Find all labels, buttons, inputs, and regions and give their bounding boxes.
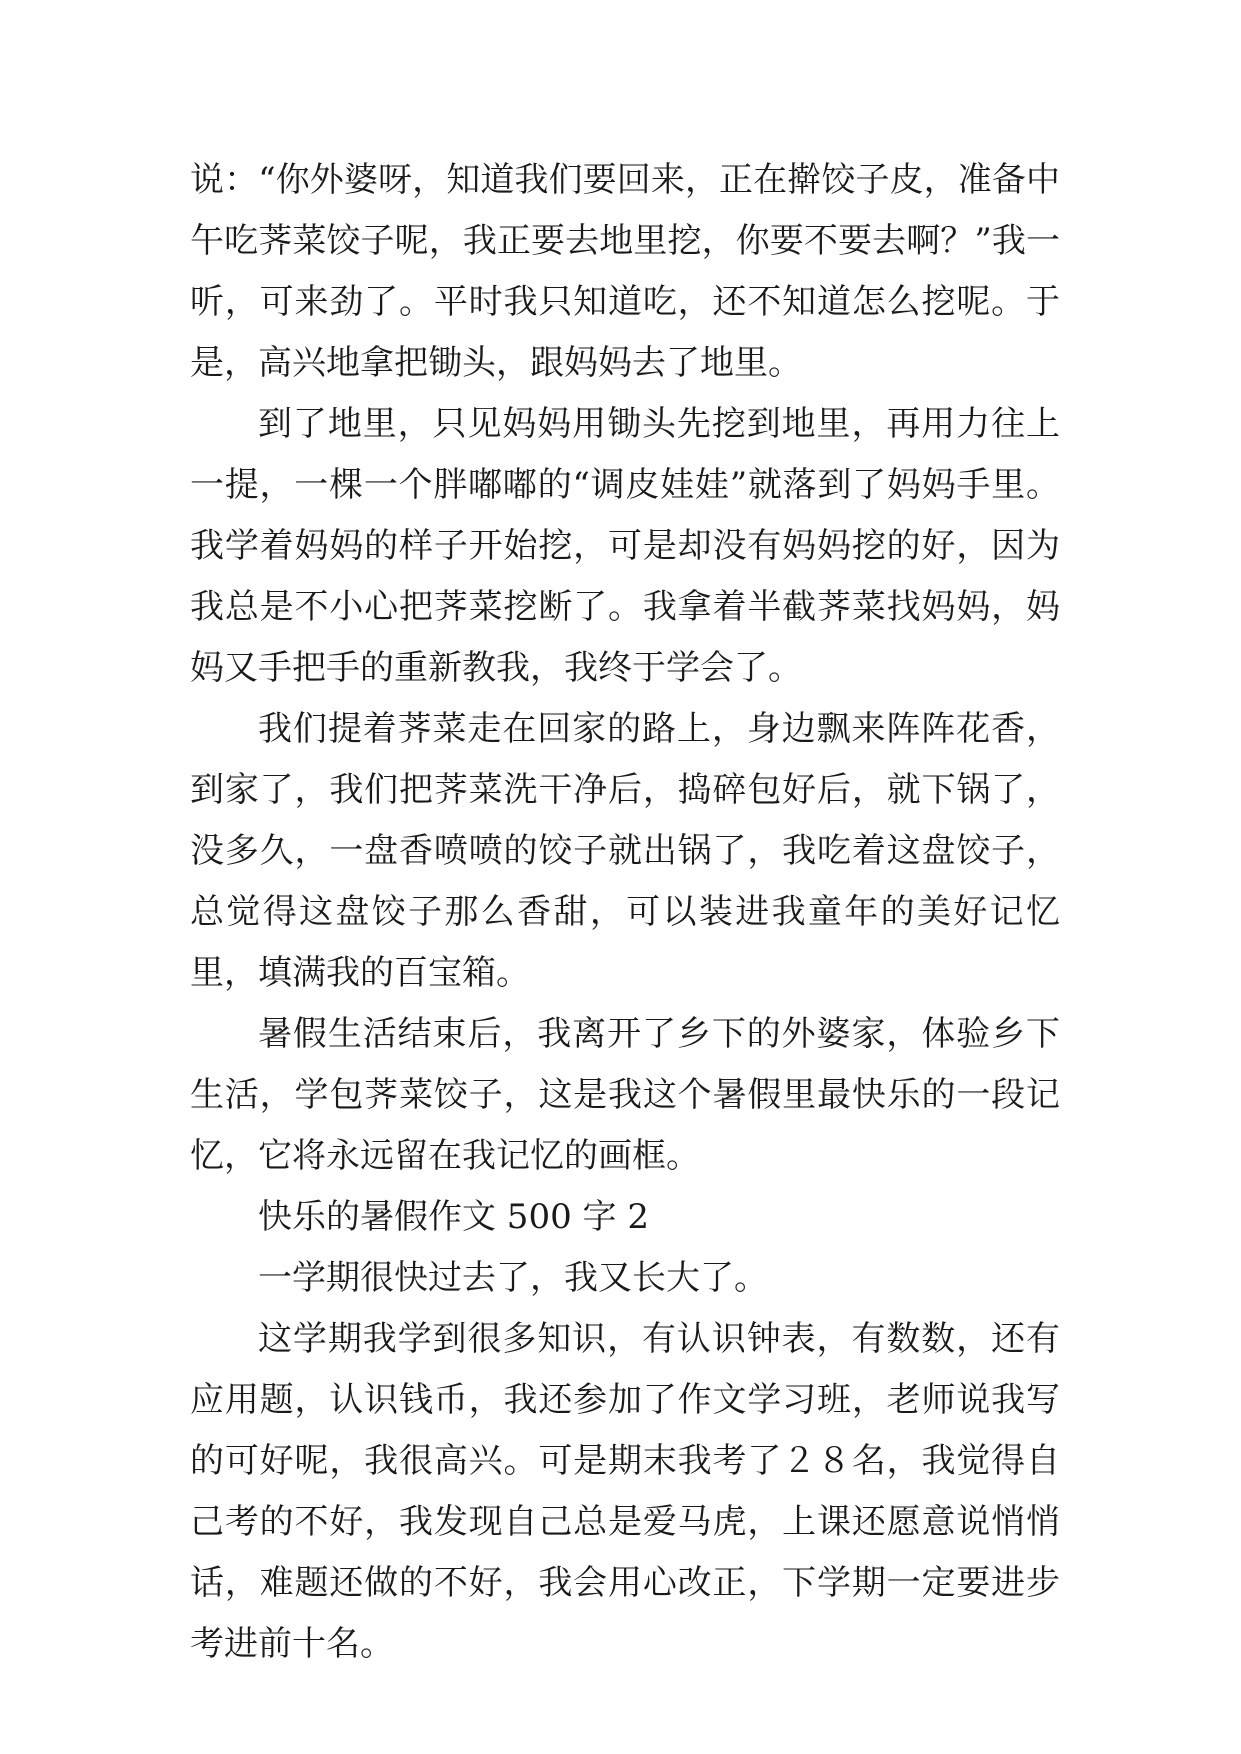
paragraph-4: 暑假生活结束后，我离开了乡下的外婆家，体验乡下生活，学包荠菜饺子，这是我这个暑假里最快乐的一段记忆，它将永远留在我记忆的画框。 xyxy=(190,1014,1060,1176)
paragraph-2: 到了地里，只见妈妈用锄头先挖到地里，再用力往上一提，一棵一个胖嘟嘟的“调皮娃娃”就落到了妈妈手里。我学着妈妈的样子开始挖，可是却没有妈妈挖的好，因为我总是不小心把荠菜挖断了。我拿着半截荠菜找妈妈，妈妈又手把手的重新教我，我终于学会了。 xyxy=(190,404,1060,688)
document-body xyxy=(190,150,1060,1675)
essay-title-2: 快乐的暑假作文 500 字 2 xyxy=(258,1197,649,1237)
paragraph-6: 这学期我学到很多知识，有认识钟表，有数数，还有应用题，认识钱币，我还参加了作文学习班，老师说我写的可好呢，我很高兴。可是期末我考了２８名，我觉得自己考的不好，我发现自己总是爱马虎，上课还愿意说悄悄话，难题还做的不好，我会用心改正，下学期一定要进步考进前十名。 xyxy=(190,1319,1060,1664)
paragraph-3: 我们提着荠菜走在回家的路上，身边飘来阵阵花香，到家了，我们把荠菜洗干净后，捣碎包好后，就下锅了，没多久，一盘香喷喷的饺子就出锅了，我吃着这盘饺子，总觉得这盘饺子那么香甜，可以装进我童年的美好记忆里，填满我的百宝箱。 xyxy=(190,709,1060,993)
paragraph-1: 说：“你外婆呀，知道我们要回来，正在擀饺子皮，准备中午吃荠菜饺子呢，我正要去地里挖，你要不要去啊？”我一听，可来劲了。平时我只知道吃，还不知道怎么挖呢。于是，高兴地拿把锄头，跟妈妈去了地里。 xyxy=(190,160,1060,383)
paragraph-5: 一学期很快过去了，我又长大了。 xyxy=(258,1258,768,1298)
